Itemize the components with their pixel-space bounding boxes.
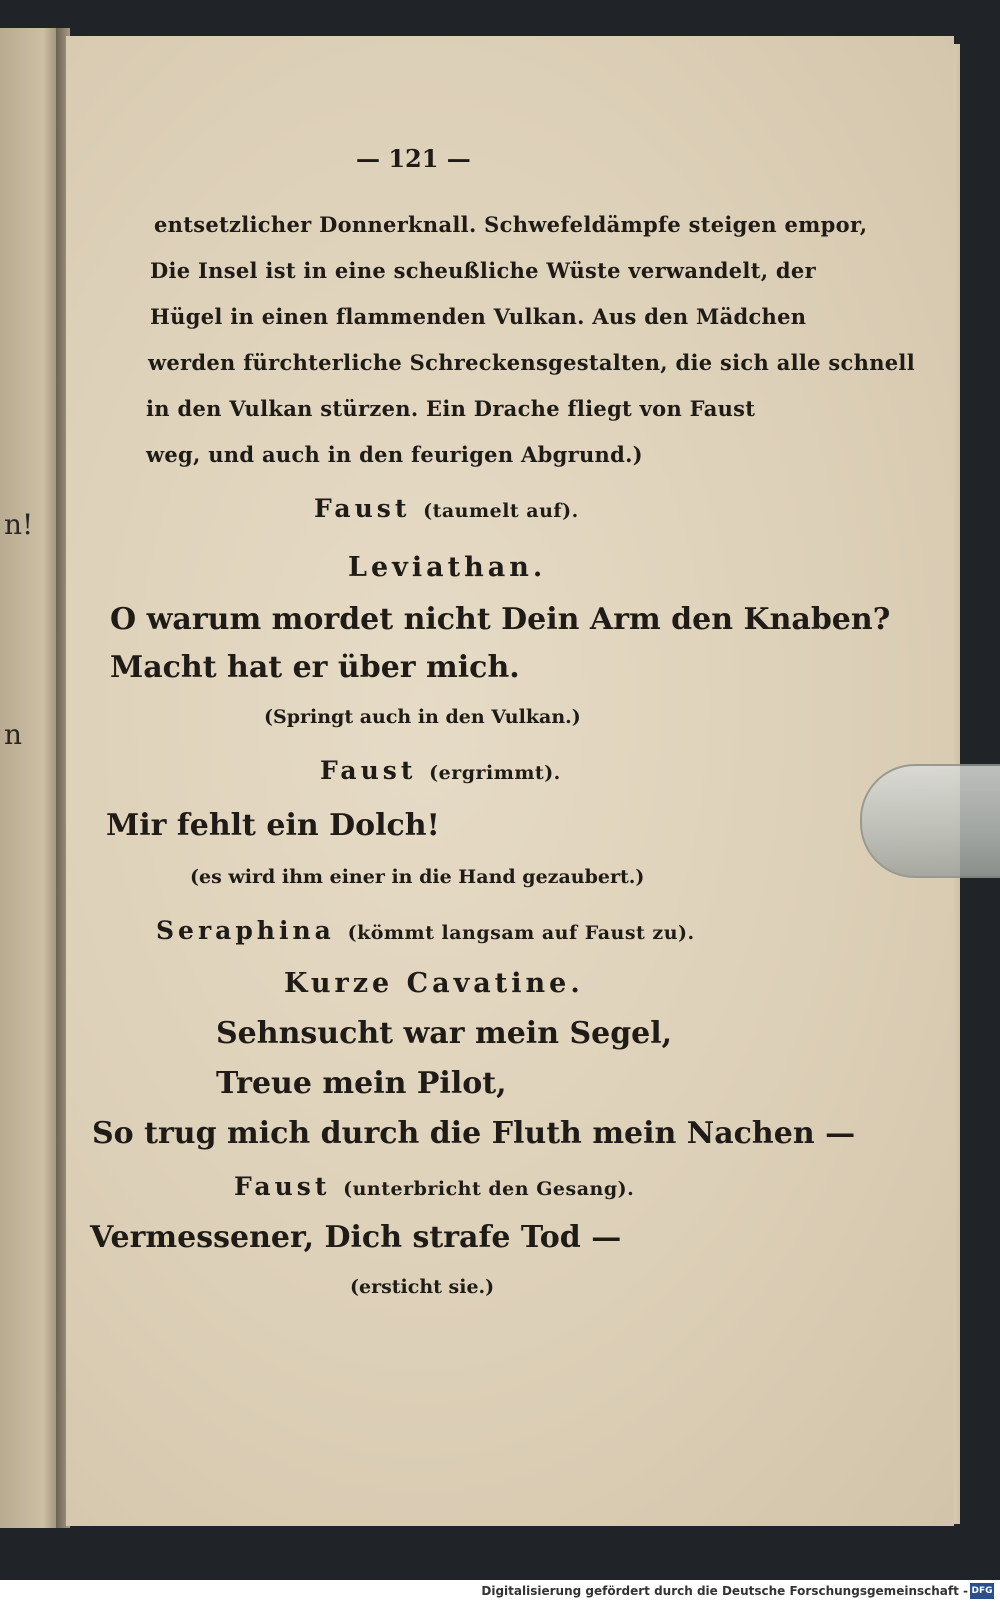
- prose-line: werden fürchterliche Schreckensgestalten, die sich alle schnell: [148, 350, 915, 375]
- stage-direction: (Springt auch in den Vulkan.): [264, 706, 581, 728]
- speaker-faust: [320, 756, 561, 785]
- page-number: — 121 —: [356, 144, 471, 173]
- prose-line: Die Insel ist in eine scheußliche Wüste verwandelt, der: [150, 258, 816, 283]
- speaker-faust: [314, 494, 579, 523]
- song-line: So trug mich durch die Fluth mein Nachen —: [92, 1116, 856, 1151]
- footer-credit: Digitalisierung gefördert durch die Deutsche Forschungsgemeinschaft -: [481, 1584, 968, 1598]
- verse-line: Vermessener, Dich strafe Tod —: [90, 1220, 622, 1255]
- left-page-fragment: n!: [4, 508, 34, 541]
- speaker-name: Faust: [234, 1172, 331, 1201]
- left-page: [0, 28, 62, 1528]
- stage-direction: (taumelt auf).: [423, 500, 579, 522]
- book-page: [66, 36, 954, 1526]
- song-line: Sehnsucht war mein Segel,: [216, 1016, 673, 1051]
- dfg-logo: DFG: [970, 1583, 994, 1599]
- prose-line: entsetzlicher Donnerknall. Schwefeldämpfe steigen empor,: [154, 212, 868, 237]
- speaker-name: Faust: [314, 494, 411, 523]
- left-page-fragment: n: [4, 718, 23, 751]
- stage-direction: (unterbricht den Gesang).: [343, 1178, 635, 1200]
- song-line: Treue mein Pilot,: [216, 1066, 507, 1101]
- section-heading: Kurze Cavatine.: [284, 968, 584, 999]
- speaker-name: Faust: [320, 756, 417, 785]
- prose-line: Hügel in einen flammenden Vulkan. Aus den Mädchen: [150, 304, 807, 329]
- prose-line: weg, und auch in den feurigen Abgrund.): [146, 442, 643, 467]
- prose-line: in den Vulkan stürzen. Ein Drache fliegt von Faust: [146, 396, 756, 421]
- speaker-seraphina: [156, 916, 695, 945]
- verse-line: O warum mordet nicht Dein Arm den Knaben?: [110, 602, 891, 637]
- stage-direction: (ersticht sie.): [350, 1276, 495, 1298]
- speaker-faust: [234, 1172, 634, 1201]
- verse-line: Mir fehlt ein Dolch!: [106, 808, 440, 843]
- stage-direction: (es wird ihm einer in die Hand gezaubert.): [190, 866, 645, 888]
- speaker-name: Seraphina: [156, 916, 335, 945]
- stage-direction: (kömmt langsam auf Faust zu).: [347, 922, 695, 944]
- stage-direction: (ergrimmt).: [429, 762, 561, 784]
- speaker-leviathan: Leviathan.: [348, 552, 547, 583]
- page-clip: [860, 764, 1000, 878]
- verse-line: Macht hat er über mich.: [110, 650, 520, 685]
- footer-bar: [0, 1580, 1000, 1604]
